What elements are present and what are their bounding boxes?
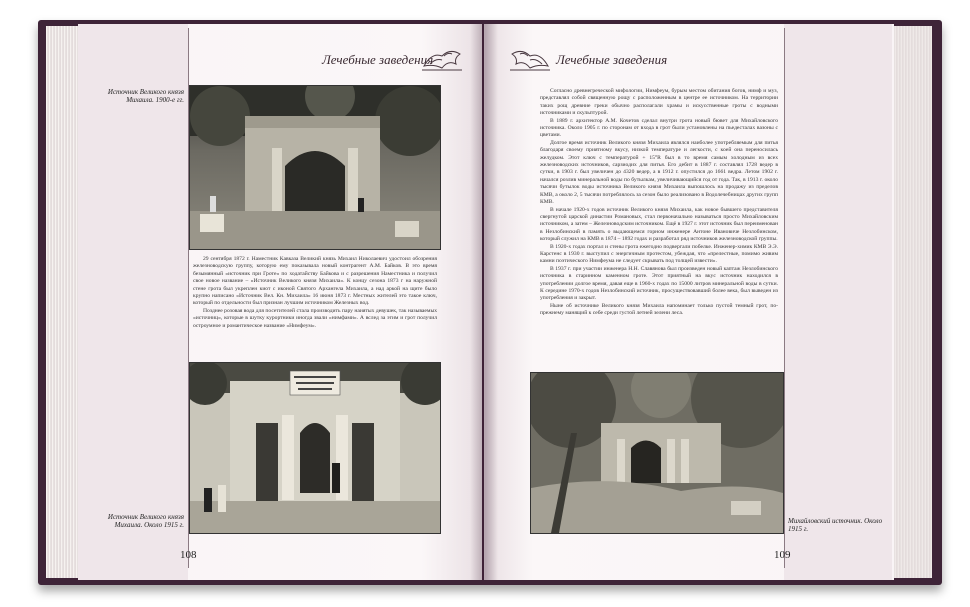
- photo-grotto-1915: [189, 362, 441, 534]
- page-number-left: 108: [180, 549, 197, 561]
- photo-mikhailovsky-spring: [530, 372, 784, 534]
- paragraph: Согласно древнегреческой мифологии, Нимфеум, бурым местом обитания богов, нимф и муз, представлял собой священную рощу с расположенным в центре ее источником. На территории таких рощ древние греки обычно располагали храмы и искусственные гроты с водными источниками и скульптурой.: [540, 88, 778, 117]
- photo-caption-right: Михайловский источник. Около 1915 г.: [788, 517, 883, 533]
- right-body-text: [540, 88, 778, 318]
- left-margin-band: [78, 24, 188, 580]
- right-margin-rule: [784, 28, 785, 568]
- right-running-header: Лечебные заведения: [556, 52, 668, 67]
- page-number-right: 109: [774, 549, 791, 561]
- paragraph: Ныне об источнике Великого князя Михаила напоминает только пустой темный грот, по-прежнему манящий к себе среди густой летней зелени леса.: [540, 302, 778, 317]
- paragraph: В 1920-х годах портал и стены грота ежегодно подвергали побелке. Инженер-химик КМВ Э.Э. Карстенс в 1930 г. выступил с энергичным протестом, убеждая, что «прелестные, помимо живим камни поэтического Нимфеума не следует скрывать под толщей извести».: [540, 243, 778, 265]
- griffin-ornament-icon: [420, 44, 464, 74]
- book-gutter: [470, 24, 498, 580]
- photo-caption-bottom: Источник Великого князя Михаила. Около 1915 г.: [107, 513, 184, 529]
- paragraph: Позднее розовая вода для посетителей стала производить пару наиятых девушек, так называемых «источниц», которые в шутку курортники иногда звали «нимфами». А вслед за этим и грот получил остроумное и романтическое название «Нимфеум».: [193, 307, 437, 329]
- right-page-edges: [892, 26, 932, 578]
- griffin-ornament-icon: [508, 44, 552, 74]
- paragraph: В 1937 г. при участии инженера Н.Н. Славянова был произведен новый каптаж Незлобинского источника в старинном каменном гроте. Этот приятный на вкус источник находился в употреблении долгое время, давая еще в 1960-х годах по 15000 литров минеральной воды в сутки. К середине 1970-х годов Незлобинский источник, просуществовавший более века, был выведен из употребления и закрыт.: [540, 265, 778, 302]
- left-page-edges: [46, 26, 80, 578]
- left-body-text: [193, 256, 437, 330]
- paragraph: Долгое время источник Великого князя Михаила являлся наиболее употребляемым для питья благодаря своему приятному вкусу, низкой температуре и легкости, с коей она переносилась желудком. Этот ключ с температурой + 15°R был в то время самым холодным из всех железноводских источников, сарзиодих для питья. Его дебит в 1887 г. составлял 1728 ведер в сутки, в 1903 г. был увеличен до 4320 ведер, а в 1912 г. опустился до 1661 ведра. Летом 1902 г. начался розлив минеральной воды по бутылкам, увеличивающийся год от года. Так, в 1913 г. около тысячи бутылок воды источника Великого князя Михаила выпошлось на продажу из пределов КМВ, а около 2, 5 тысячи потреблялось за сезон было реализовано в Водолечебницах других групп КМВ.: [540, 139, 778, 206]
- right-margin-band: [784, 24, 892, 580]
- paragraph: В 1889 г. архитектор А.М. Кочетов сделал внутри грота новый бювет для Михайловского источника. Около 1905 г. по сторонам от входа в грот были установлены на пьедесталах вазоны с цветами.: [540, 117, 778, 139]
- photo-caption-top: Источник Великого князя Михаила. 1900-е гг.: [107, 88, 184, 104]
- left-running-header: Лечебные заведения: [322, 52, 434, 67]
- paragraph: В начале 1920-х годов источник Великого князя Михаила, как новое бывшего представителя свергнутой царской династии Романовых, стал первоначально называться просто Михайловским источником, а затем – Железноводским источником. Ещё в 1927 г. этот источник был переименован в Незлобинский в память о выдающемся горном инженере Антоне Ивановиче Незлобинском, который служил на КМВ в 1874 – 1892 годах и разработал ряд источников железноводской группы.: [540, 206, 778, 243]
- photo-grotto-1900s: [189, 85, 441, 250]
- paragraph: 29 сентября 1872 г. Наместник Кавказа Великий князь Михаил Николаевич удостоил обозрения железноводскую группу, которую ему показывала новый контрагент А.М. Байков. В это время безымянный «источник при Гроте» по ходатайству Байкова и с разрешения Наместника и получил свое новое название – «Источник Великого князя Михаила». К концу сезона 1873 г на наружной стене грота был укреплен киот с иконой Святого Архангела Михаила, а над аркой на щите было крупно написано «Источник Вел. Кн. Михаила» 16 июня 1873 г. Местных жителей это такое ключ, который по отдельности был признан лучшим источником Железных вод.: [193, 256, 437, 307]
